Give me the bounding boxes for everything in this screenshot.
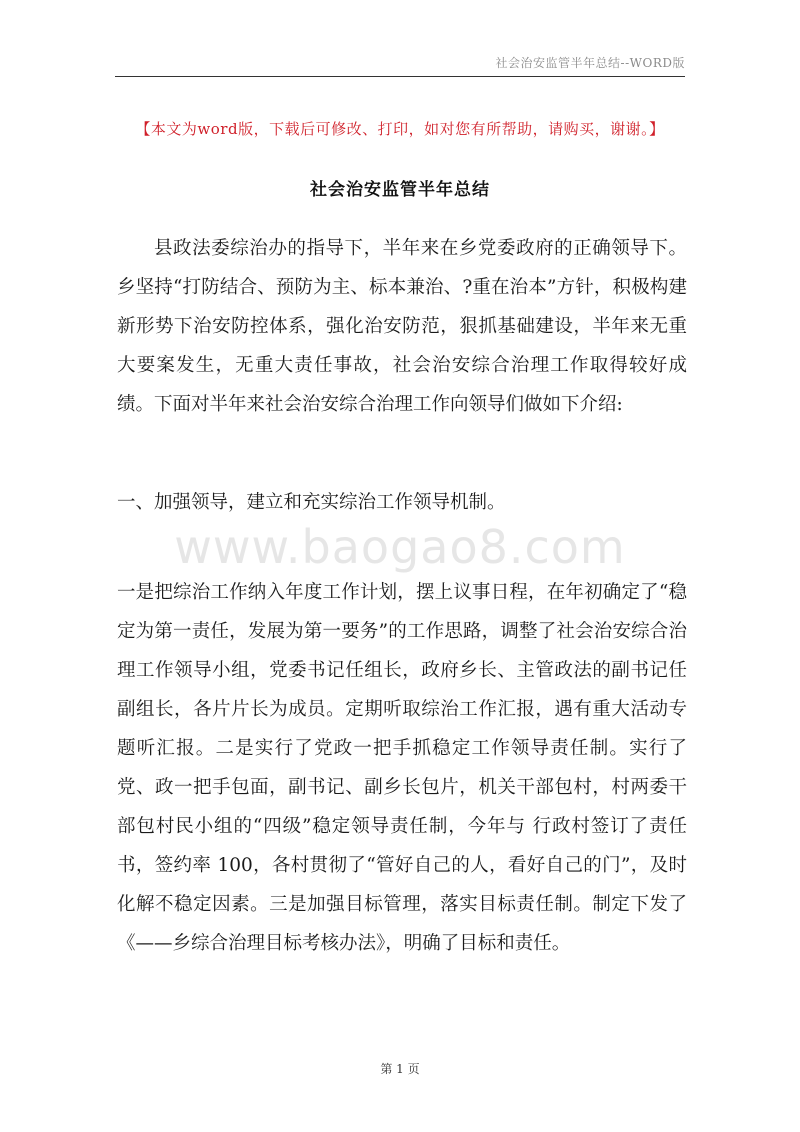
page-header: [115, 52, 685, 77]
purchase-notice: 【本文为word版，下载后可修改、打印，如对您有所帮助，请购买，谢谢。】: [135, 120, 665, 138]
header-title: 社会治安监管半年总结--WORD版: [495, 56, 685, 70]
page-number: 第 1 页: [380, 1062, 420, 1076]
paragraph-body: 一是把综治工作纳入年度工作计划，摆上议事日程，在年初确定了“稳定为第一责任，发展为第一要务”的工作思路，调整了社会治安综合治理工作领导小组，党委书记任组长，政府乡长、主管政法的副书记任副组长，各片片长为成员。定期听取综治工作汇报，遇有重大活动专题听汇报。二是实行了党政一把手抓稳定工作领导责任制。实行了党、政一把手包面，副书记、副乡长包片，机关干部包村，村两委干部包村民小组的“四级”稳定领导责任制，今年与 行政村签订了责任书，签约率 100，各村贯彻了“管好自己的人，看好自己的门”，及时化解不稳定因素。三是加强目标管理，落实目标责任制。制定下发了《——乡综合治理目标考核办法》，明确了目标和责任。: [117, 582, 688, 954]
document-title: 社会治安监管半年总结: [310, 180, 490, 200]
watermark: www.baogao8.com: [174, 520, 626, 574]
paragraph-intro: 县政法委综治办的指导下，半年来在乡党委政府的正确领导下。乡坚持“打防结合、预防为主、标本兼治、?重在治本”方针，积极构建新形势下治安防控体系，强化治安防范，狠抓基础建设，半年来无重大要案发生，无重大责任事故，社会治安综合治理工作取得较好成绩。下面对半年来社会治安综合治理工作向领导们做如下介绍:: [117, 238, 687, 415]
section-heading: 一、加强领导，建立和充实综治工作领导机制。: [117, 492, 506, 513]
